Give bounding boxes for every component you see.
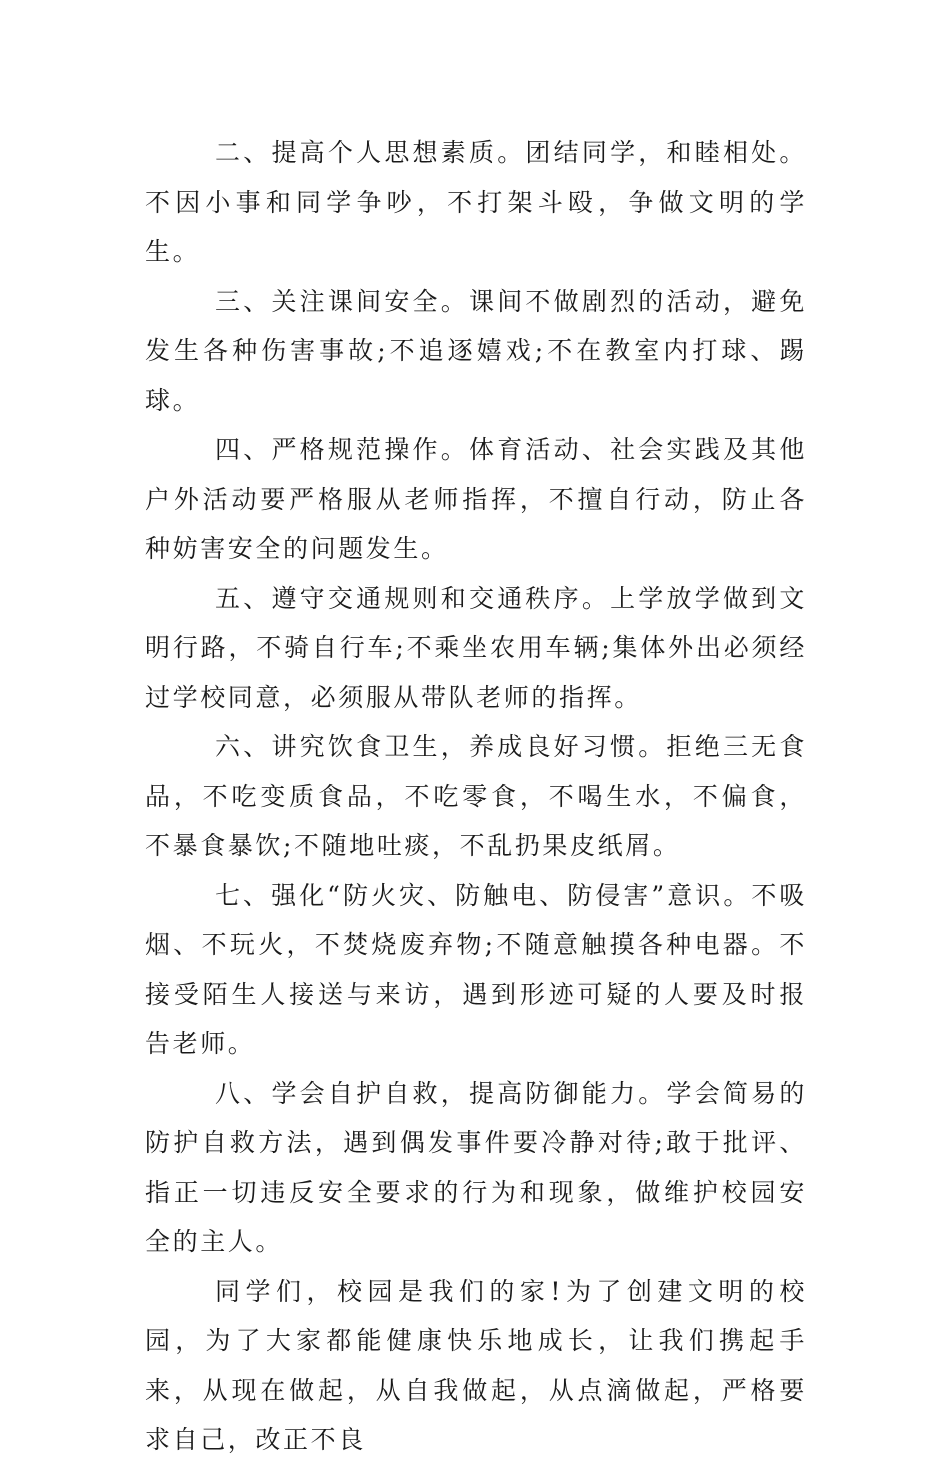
paragraph-3: 三、关注课间安全。课间不做剧烈的活动，避免发生各种伤害事故;不追逐嬉戏;不在教室内打球、踢球。: [145, 286, 807, 415]
paragraph-8: 八、学会自护自救，提高防御能力。学会简易的防护自救方法，遇到偶发事件要冷静对待;敢于批评、指正一切违反安全要求的行为和现象，做维护校园安全的主人。: [145, 1078, 807, 1256]
document-body: [145, 128, 807, 1465]
paragraph-4: 四、严格规范操作。体育活动、社会实践及其他户外活动要严格服从老师指挥，不擅自行动，防止各种妨害安全的问题发生。: [145, 435, 807, 563]
paragraph-2: 二、提高个人思想素质。团结同学，和睦相处。不因小事和同学争吵，不打架斗殴，争做文明的学生。: [145, 138, 807, 266]
paragraph-6: 六、讲究饮食卫生，养成良好习惯。拒绝三无食品，不吃变质食品，不吃零食，不喝生水，不偏食，不暴食暴饮;不随地吐痰，不乱扔果皮纸屑。: [145, 732, 807, 860]
closing-paragraph: 同学们，校园是我们的家!为了创建文明的校园，为了大家都能健康快乐地成长，让我们携起手来，从现在做起，从自我做起，从点滴做起，严格要求自己，改正不良: [145, 1276, 807, 1454]
paragraph-7: 七、强化“防火灾、防触电、防侵害”意识。不吸烟、不玩火，不焚烧废弃物;不随意触摸各种电器。不接受陌生人接送与来访，遇到形迹可疑的人要及时报告老师。: [145, 880, 807, 1058]
paragraph-5: 五、遵守交通规则和交通秩序。上学放学做到文明行路，不骑自行车;不乘坐农用车辆;集体外出必须经过学校同意，必须服从带队老师的指挥。: [145, 583, 807, 712]
